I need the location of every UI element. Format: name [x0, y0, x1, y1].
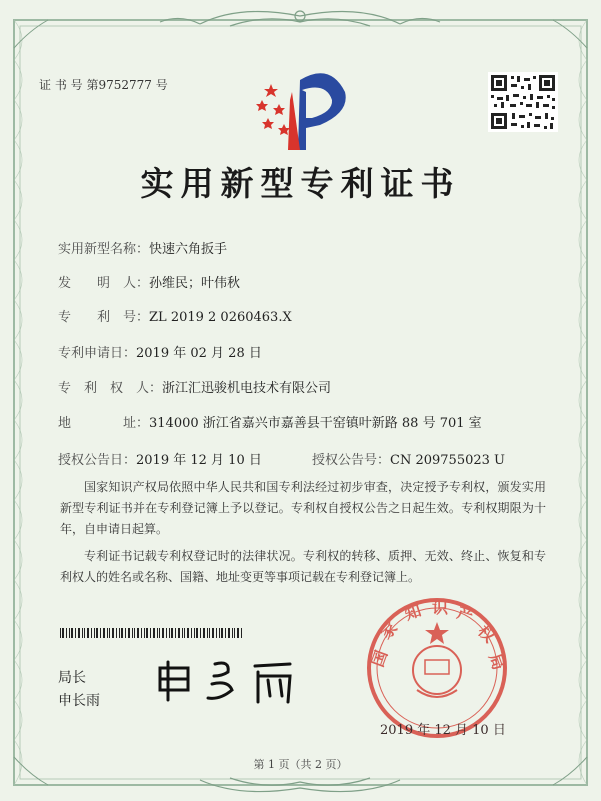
field-label: 授权公告日： [58, 453, 137, 468]
field-row-patent-number [58, 306, 292, 325]
page-footer: 第 1 页（共 2 页） [253, 758, 348, 771]
barcode [60, 628, 242, 638]
certificate-number: 证 书 号 第9752777 号 [39, 78, 168, 92]
field-label: 发 明 人： [58, 276, 150, 291]
signatory-title: 局长 [58, 670, 86, 686]
field-value: 孙维民；叶伟秋 [149, 276, 241, 291]
field-row-name [58, 238, 227, 257]
cnipa-logo [256, 73, 346, 150]
field-row-address [58, 412, 482, 431]
seal-date: 2019 年 12 月 10 日 [380, 723, 506, 738]
field-label: 专利申请日： [58, 346, 137, 361]
field-label: 授权公告号： [312, 453, 391, 468]
field-value: CN 209755023 U [390, 453, 505, 468]
field-value: ZL 2019 2 0260463.X [149, 310, 292, 325]
field-row-patentee [58, 377, 331, 396]
field-value: 2019 年 02 月 28 日 [136, 346, 262, 361]
signature-image [160, 662, 290, 702]
field-label: 专 利 权 人： [58, 381, 163, 396]
field-label: 专 利 号： [58, 310, 150, 325]
field-value: 2019 年 12 月 10 日 [136, 453, 262, 468]
svg-text:家: 家 [376, 618, 402, 643]
svg-text:权: 权 [474, 621, 499, 647]
field-row-inventor [58, 272, 240, 291]
page-title: 实用新型专利证书 [140, 164, 461, 203]
paragraph-legal-status: 专利证书记载专利权登记时的法律状况。专利权的转移、质押、无效、终止、恢复和专利权人的姓名或名称、国籍、地址变更等事项记载在专利登记簿上。 [60, 549, 546, 584]
field-value: 314000 浙江省嘉兴市嘉善县干窑镇叶新路 88 号 701 室 [149, 416, 482, 431]
svg-text:产: 产 [454, 602, 476, 626]
field-label: 实用新型名称： [58, 242, 150, 257]
official-seal [368, 598, 509, 736]
top-ornament [160, 11, 440, 26]
svg-text:知: 知 [402, 600, 424, 624]
field-value: 快速六角扳手 [149, 242, 228, 257]
field-row-application-date [58, 342, 262, 361]
paragraph-grant-notice: 国家知识产权局依照中华人民共和国专利法经过初步审查，决定授予专利权，颁发实用新型专利证书并在专利登记簿上予以登记。专利权自授权公告之日起生效。专利权期限为十年，自申请日起算。 [60, 480, 546, 536]
svg-text:局: 局 [485, 650, 509, 673]
qr-code [488, 72, 558, 132]
svg-text:识: 识 [432, 598, 449, 617]
field-value: 浙江汇迅骏机电技术有限公司 [162, 381, 332, 396]
svg-text:国: 国 [367, 647, 392, 670]
field-label: 地 址： [58, 416, 150, 431]
field-row-grant [58, 449, 505, 468]
signatory-name: 申长雨 [58, 693, 100, 709]
